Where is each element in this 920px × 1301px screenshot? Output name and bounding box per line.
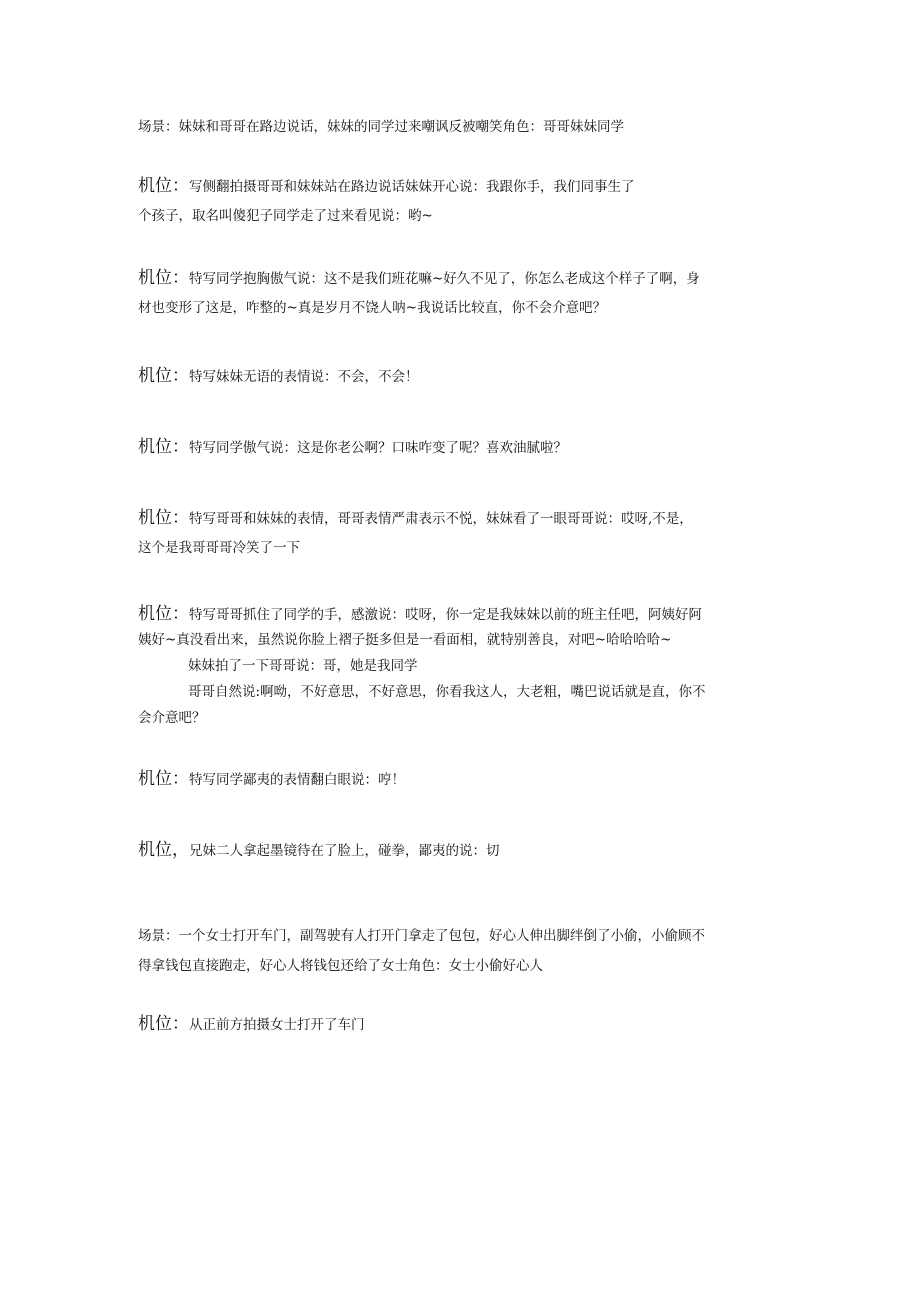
shot-label: 机位：: [138, 366, 189, 386]
shot-label: 机位：: [138, 508, 189, 528]
scene-1-text: 场景：妹妹和哥哥在路边说话，妹妹的同学过来嘲讽反被嘲笑角色：哥哥妹妹同学: [138, 119, 624, 135]
shot-text: 写侧翻拍摄哥哥和妹妹站在路边说话妹妹开心说：我跟你手，我们同事生了: [189, 179, 635, 195]
shot-text: 这个是我哥哥哥冷笑了一下: [138, 540, 300, 556]
dialogue-line: 哥哥自然说:啊呦，不好意思，不好意思，你看我这人，大老粗，嘴巴说话就是直，你不: [188, 684, 706, 700]
dialogue-line: 会介意吧？: [138, 710, 206, 726]
shot-label: 机位：: [138, 268, 189, 288]
shot-text: 特写哥哥抓住了同学的手，感激说：哎呀，你一定是我妹妹以前的班主任吧，阿姨好阿: [189, 607, 702, 623]
scene-2-text: 场景：一个女士打开车门，副驾驶有人打开门拿走了包包，好心人伸出脚绊倒了小偷，小偷顾不: [138, 928, 705, 944]
shot-text: 从正前方拍摄女士打开了车门: [189, 1017, 365, 1033]
shot-label: 机位：: [138, 769, 189, 789]
dialogue-line: 妹妹拍了一下哥哥说：哥，她是我同学: [188, 658, 418, 674]
shot-text: 特写同学鄙夷的表情翻白眼说：哼！: [189, 772, 405, 788]
scene-2-text: 得拿钱包直接跑走，好心人将钱包还给了女士角色：女士小偷好心人: [138, 958, 543, 974]
shot-2: [138, 263, 788, 323]
shot-label: 机位：: [138, 437, 189, 457]
shot-label: 机位，: [138, 840, 189, 860]
shot-4: [138, 432, 788, 462]
shot-text: 特写哥哥和妹妹的表情，哥哥表情严肃表示不悦，妹妹看了一眼哥哥说：哎呀,不是，: [189, 511, 693, 527]
shot-text: 兄妹二人拿起墨镜待在了脸上，碰拳，鄙夷的说：切: [189, 843, 500, 859]
shot-label: 机位：: [138, 1014, 189, 1034]
shot-label: 机位：: [138, 176, 189, 196]
shot-text: 特写妹妹无语的表情说：不会，不会！: [189, 369, 419, 385]
scene-2-shot-1: [138, 1009, 788, 1039]
shot-text: 个孩子，取名叫傻犯子同学走了过来看见说：哟~: [138, 208, 433, 224]
shot-text: 姨好~真没看出来，虽然说你脸上褶子挺多但是一看面相，就特别善良，对吧~哈哈哈哈~: [138, 632, 672, 648]
shot-1: [138, 171, 788, 231]
shot-6: [138, 601, 788, 731]
shot-text: 特写同学抱胸傲气说：这不是我们班花嘛~好久不见了，你怎么老成这个样子了啊，身: [189, 271, 700, 287]
shot-label: 机位：: [138, 604, 189, 624]
scene-2-heading: [138, 921, 788, 981]
shot-text: 特写同学傲气说：这是你老公啊？口味咋变了呢？喜欢油腻啦？: [189, 440, 567, 456]
shot-5: [138, 503, 788, 563]
scene-1-heading: [138, 112, 788, 142]
shot-text: 材也变形了这是，咋整的~真是岁月不饶人呐~我说话比较直，你不会介意吧？: [138, 300, 607, 316]
shot-7: [138, 764, 788, 794]
shot-3: [138, 361, 788, 391]
shot-8: [138, 835, 788, 865]
